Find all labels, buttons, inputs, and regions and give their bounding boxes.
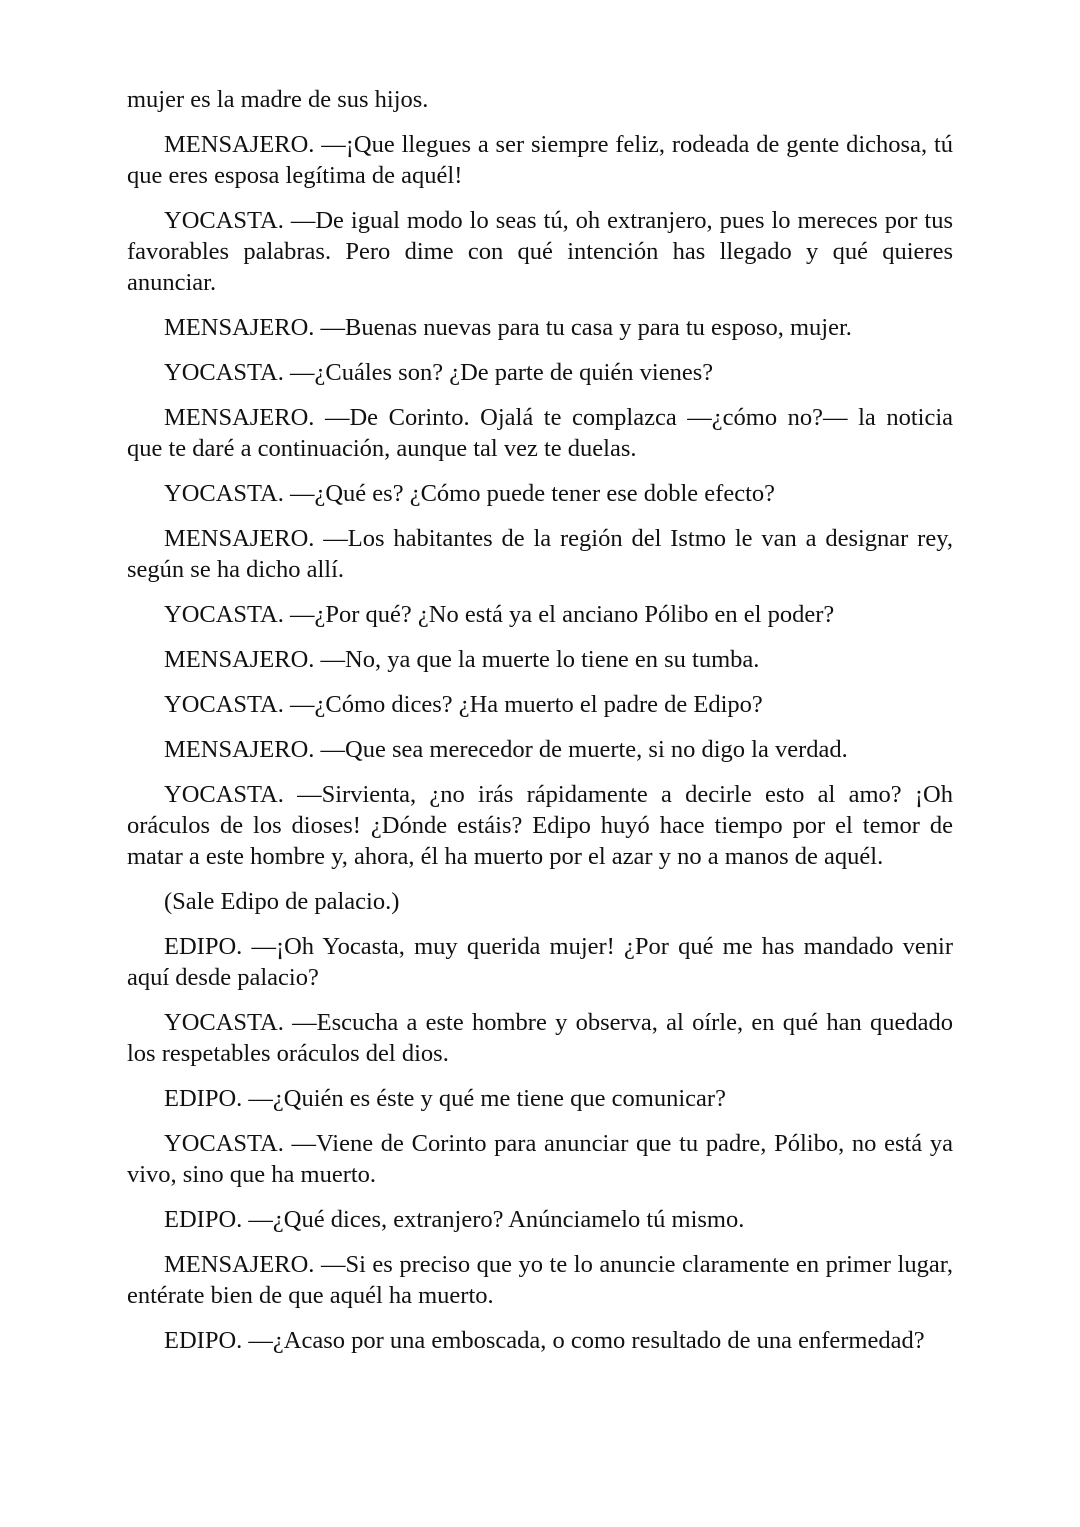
dialogue-mensajero: MENSAJERO. —De Corinto. Ojalá te complazca —¿cómo no?— la noticia que te daré a continuación, aunque tal vez te duelas. <box>127 404 953 462</box>
dialogue-yocasta: YOCASTA. —Escucha a este hombre y observa, al oírle, en qué han quedado los respetables oráculos del dios. <box>127 1009 953 1067</box>
dialogue-yocasta: YOCASTA. —Sirvienta, ¿no irás rápidamente a decirle esto al amo? ¡Oh oráculos de los dioses! ¿Dónde estáis? Edipo huyó hace tiempo por el temor de matar a este hombre y, ahora, él ha muerto por el azar y no a manos de aquél. <box>127 781 953 870</box>
dialogue-edipo: EDIPO. —¿Acaso por una emboscada, o como resultado de una enfermedad? <box>164 1327 925 1354</box>
dialogue-yocasta: YOCASTA. —De igual modo lo seas tú, oh extranjero, pues lo mereces por tus favorables palabras. Pero dime con qué intención has llegado y qué quieres anunciar. <box>127 207 953 296</box>
document-page <box>127 84 953 1370</box>
dialogue-mensajero: MENSAJERO. —Que sea merecedor de muerte, si no digo la verdad. <box>164 736 848 763</box>
dialogue-mensajero: MENSAJERO. —Los habitantes de la región del Istmo le van a designar rey, según se ha dicho allí. <box>127 525 953 583</box>
dialogue-edipo: EDIPO. —¡Oh Yocasta, muy querida mujer! ¿Por qué me has mandado venir aquí desde palacio? <box>127 933 953 991</box>
dialogue-mensajero: MENSAJERO. —No, ya que la muerte lo tiene en su tumba. <box>164 646 760 673</box>
dialogue-yocasta: YOCASTA. —¿Qué es? ¿Cómo puede tener ese doble efecto? <box>164 480 776 507</box>
dialogue-mensajero: MENSAJERO. —Buenas nuevas para tu casa y para tu esposo, mujer. <box>164 314 852 341</box>
paragraph-continuation: mujer es la madre de sus hijos. <box>127 86 429 113</box>
dialogue-mensajero: MENSAJERO. —Si es preciso que yo te lo anuncie claramente en primer lugar, entérate bien de que aquél ha muerto. <box>127 1251 953 1309</box>
dialogue-yocasta: YOCASTA. —¿Cuáles son? ¿De parte de quién vienes? <box>164 359 714 386</box>
stage-direction: (Sale Edipo de palacio.) <box>164 888 400 915</box>
dialogue-edipo: EDIPO. —¿Qué dices, extranjero? Anúnciamelo tú mismo. <box>164 1206 745 1233</box>
dialogue-yocasta: YOCASTA. —¿Por qué? ¿No está ya el anciano Pólibo en el poder? <box>164 601 835 628</box>
dialogue-yocasta: YOCASTA. —Viene de Corinto para anunciar que tu padre, Pólibo, no está ya vivo, sino que ha muerto. <box>127 1130 953 1188</box>
dialogue-edipo: EDIPO. —¿Quién es éste y qué me tiene que comunicar? <box>164 1085 726 1112</box>
dialogue-yocasta: YOCASTA. —¿Cómo dices? ¿Ha muerto el padre de Edipo? <box>164 691 763 718</box>
dialogue-mensajero: MENSAJERO. —¡Que llegues a ser siempre feliz, rodeada de gente dichosa, tú que eres esposa legítima de aquél! <box>127 131 953 189</box>
